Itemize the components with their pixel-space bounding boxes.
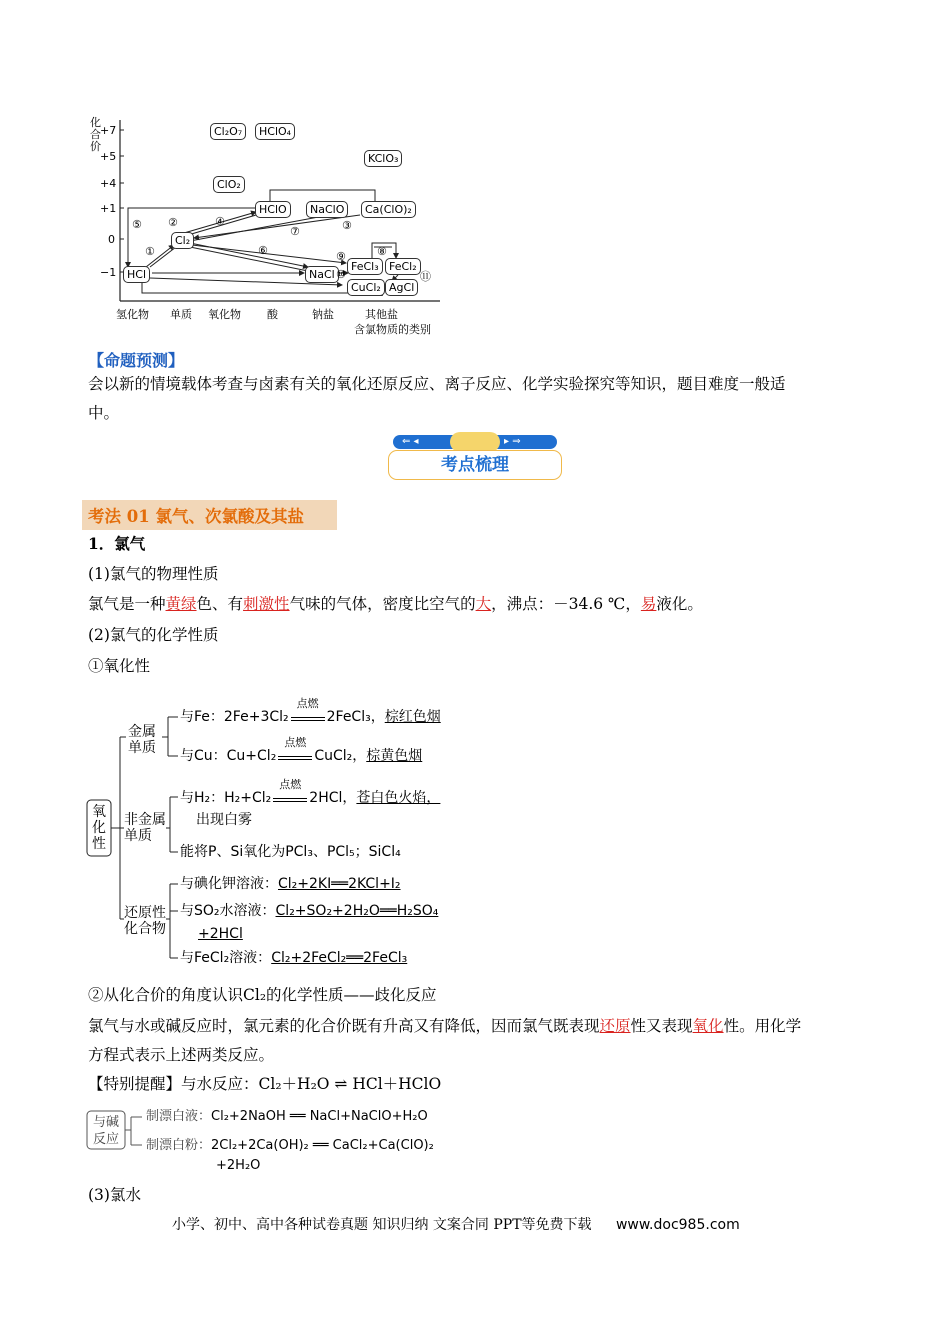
h2-products: 2HCl，	[309, 790, 357, 806]
cu-reaction	[180, 736, 423, 764]
ignite-condition: 点燃	[296, 697, 319, 710]
prediction-heading: 【命题预测】	[88, 351, 185, 370]
xcat-sodium-salt: 钠盐	[312, 308, 334, 321]
fe-reaction	[180, 697, 441, 725]
so2-label: 与SO₂水溶液：	[180, 903, 276, 919]
physical-text-1: 氯气是一种	[88, 595, 166, 613]
cu-observation: 棕黄色烟	[366, 748, 423, 764]
marker-2: ②	[168, 216, 178, 229]
marker-10: ⑩	[336, 268, 346, 281]
fe-reactants: 与Fe：2Fe+3Cl₂	[180, 709, 289, 725]
h2-observation: 苍白色火焰，	[356, 790, 441, 806]
so2-reaction	[180, 904, 438, 918]
tip-equation: Cl₂＋H₂O ⇌ HCl＋HClO	[258, 1075, 442, 1093]
node-agcl: AgCl	[385, 279, 418, 296]
chlorine-title: 1．氯气	[88, 534, 146, 553]
prediction-text-1: 会以新的情境载体考查与卤素有关的氧化还原反应、离子反应、化学实验探究等知识，题目难度一般适	[88, 375, 786, 393]
oxidizing-subheading: ①氧化性	[88, 657, 151, 675]
node-fecl3: FeCl₃	[347, 258, 383, 275]
node-hcl: HCl	[123, 266, 150, 283]
banner-box	[388, 450, 562, 480]
alkali-box-label: 与碱反应	[93, 1115, 120, 1147]
chemical-heading: (2)氯气的化学性质	[88, 626, 219, 644]
h2-reactants: 与H₂：H₂+Cl₂	[180, 790, 272, 806]
tip-label: 【特别提醒】与水反应：	[88, 1075, 259, 1093]
valence-chart	[80, 115, 450, 340]
h2-observation-2: 出现白雾	[196, 812, 252, 828]
xcat-hydride: 氢化物	[116, 308, 149, 321]
ignite-sign	[271, 778, 309, 802]
footer	[172, 1214, 740, 1234]
reducing-compound-label: 还原性化合物	[124, 905, 166, 937]
disprop-text-1: 氯气与水或碱反应时，氯元素的化合价既有升高又有降低，因而氯气既表现	[88, 1017, 600, 1035]
physical-properties	[88, 597, 703, 613]
physical-text-3: 气味的气体，密度比空气的	[289, 595, 476, 613]
node-cl2o7: Cl₂O₇	[210, 123, 246, 140]
nonmetal-element-label: 非金属单质	[124, 812, 166, 844]
fecl2-label: 与FeCl₂溶液：	[180, 950, 272, 966]
bleach-liquid-reaction	[146, 1110, 428, 1123]
ytick-p1: +1	[100, 202, 117, 215]
marker-8: ⑧	[377, 245, 387, 258]
footer-site-link[interactable]: www.doc985.com	[615, 1217, 740, 1233]
banner-arrows-right-icon: ▸ ⇒	[504, 436, 521, 447]
xaxis-label: 含氯物质的类别	[354, 323, 431, 336]
marker-1: ①	[145, 245, 155, 258]
answer-larger: 大	[475, 595, 492, 613]
fecl2-equation: Cl₂+2FeCl₂══2FeCl₃	[271, 950, 408, 966]
disprop-text-2: 性又表现	[630, 1017, 693, 1035]
banner-arrows-left-icon: ⇐ ◂	[402, 436, 419, 447]
answer-oxidizing: 氧化	[692, 1017, 724, 1035]
cu-products: CuCl₂，	[314, 748, 367, 764]
marker-7: ⑦	[290, 225, 300, 238]
ytick-m1: −1	[100, 266, 117, 279]
h2-reaction	[180, 778, 441, 806]
valence-axis-label: 化合价	[90, 116, 101, 153]
bleach-powder-label: 制漂白粉：	[146, 1138, 212, 1153]
ytick-0: 0	[108, 233, 115, 246]
bleach-powder-equation: 2Cl₂+2Ca(OH)₂ ══ CaCl₂+Ca(ClO)₂	[211, 1138, 434, 1153]
ytick-p7: +7	[100, 124, 117, 137]
bleach-liquid-label: 制漂白液：	[146, 1109, 212, 1124]
node-fecl2: FeCl₂	[385, 258, 421, 275]
node-cucl2: CuCl₂	[347, 279, 385, 296]
node-naclo: NaClO	[306, 201, 348, 218]
ki-equation: Cl₂+2KI══2KCl+I₂	[278, 876, 401, 892]
fecl2-reaction	[180, 951, 407, 965]
disprop-heading: ②从化合价的角度认识Cl₂的化学性质——歧化反应	[88, 986, 437, 1004]
marker-3: ③	[342, 219, 352, 232]
answer-yellow-green: 黄绿	[165, 595, 197, 613]
marker-11: ⑪	[420, 270, 431, 283]
xcat-other-salt: 其他盐	[365, 308, 398, 321]
bleach-powder-reaction	[146, 1139, 434, 1152]
banner-pill	[450, 432, 500, 452]
so2-equation: Cl₂+SO₂+2H₂O══H₂SO₄	[275, 903, 439, 919]
metal-element-label: 金属单质	[128, 724, 156, 756]
section-banner	[388, 432, 562, 480]
xcat-element: 单质	[170, 308, 192, 321]
node-cl2: Cl₂	[171, 232, 194, 249]
node-kclo3: KClO₃	[364, 150, 402, 167]
node-clo2: ClO₂	[213, 176, 245, 193]
cu-reactants: 与Cu：Cu+Cl₂	[180, 748, 277, 764]
ki-reaction	[180, 877, 401, 891]
physical-heading: (1)氯气的物理性质	[88, 565, 219, 583]
node-hclo: HClO	[255, 201, 291, 218]
ytick-p4: +4	[100, 177, 117, 190]
physical-text-2: 色、有	[196, 595, 244, 613]
answer-pungent: 刺激性	[243, 595, 290, 613]
prediction-text-2: 中。	[88, 404, 120, 422]
ignite-condition: 点燃	[284, 736, 307, 749]
fe-products: 2FeCl₃，	[326, 709, 385, 725]
marker-9: ⑨	[336, 250, 346, 263]
disprop-text	[88, 1019, 801, 1035]
so2-equation-2: +2HCl	[198, 926, 243, 942]
answer-easy: 易	[640, 595, 657, 613]
node-caclo2: Ca(ClO)₂	[361, 201, 416, 218]
footer-text: 小学、初中、高中各种试卷真题 知识归纳 文案合同 PPT等免费下载	[172, 1217, 592, 1233]
bleach-liquid-equation: Cl₂+2NaOH ══ NaCl+NaClO+H₂O	[211, 1109, 428, 1124]
bleach-powder-equation-2: +2H₂O	[216, 1158, 261, 1173]
fe-observation: 棕红色烟	[384, 709, 441, 725]
marker-4: ④	[215, 215, 225, 228]
ytick-p5: +5	[100, 150, 117, 163]
chlorine-water-heading: (3)氯水	[88, 1186, 141, 1204]
node-hclo4: HClO₄	[255, 123, 295, 140]
ignite-condition: 点燃	[279, 778, 302, 791]
answer-reducing: 还原	[599, 1017, 631, 1035]
ignite-sign	[289, 697, 327, 721]
ki-label: 与碘化钾溶液：	[180, 876, 278, 892]
physical-text-5: 液化。	[656, 595, 703, 613]
special-tip	[88, 1077, 441, 1093]
p-si-reaction: 能将P、Si氧化为PCl₃、PCl₅；SiCl₄	[180, 844, 401, 860]
alkali-diagram	[86, 1105, 456, 1175]
physical-text-4: ，沸点：－34.6 ℃，	[491, 595, 641, 613]
oxidation-diagram	[86, 697, 456, 975]
disprop-text-4: 方程式表示上述两类反应。	[88, 1046, 275, 1064]
xcat-oxide: 氧化物	[208, 308, 241, 321]
section-title: 考法 01 氯气、次氯酸及其盐	[82, 500, 337, 530]
marker-6: ⑥	[258, 244, 268, 257]
xcat-acid: 酸	[267, 308, 278, 321]
disprop-text-3: 性。用化学	[723, 1017, 802, 1035]
banner-title: 考点梳理	[441, 455, 509, 475]
marker-5: ⑤	[132, 218, 142, 231]
oxidation-root: 氧化性	[92, 804, 106, 852]
ignite-sign	[276, 736, 314, 760]
node-nacl: NaCl	[305, 266, 339, 283]
